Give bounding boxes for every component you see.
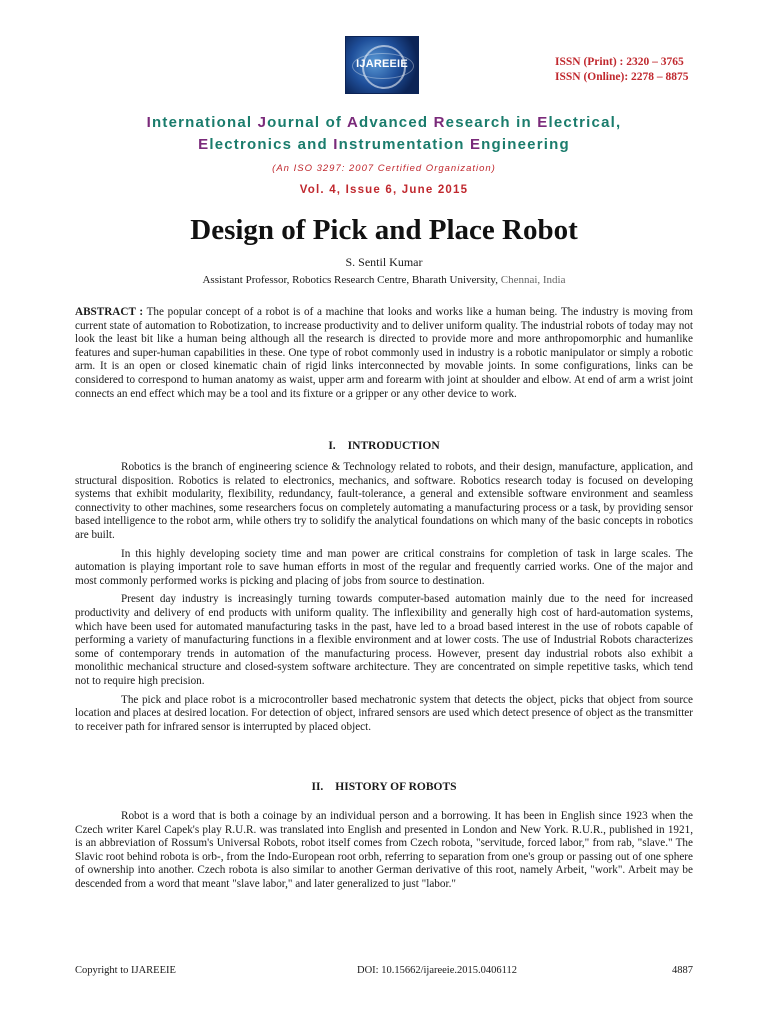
issn-print: ISSN (Print) : 2320 – 3765 bbox=[555, 56, 684, 68]
paragraph: The pick and place robot is a microcontroller based mechatronic system that detects the object, picks that object from source location and places at desired location. For detection of object, infrared sensors are used which detect presence of object as the transmitter to receiver path for infrared sensor is interrupted by placed object. bbox=[75, 693, 693, 733]
paragraph: Present day industry is increasingly turning towards computer-based automation mainly due to the need for increased productivity and delivery of end products with uniform quality. The inflexibility and generally high cost of hard-automation systems, which have been used for automated manufacturing tasks in the past, have led to a broad based interest in the use of robots capable of performing a variety of manufacturing functions in a flexible environment and at lower costs. The use of Industrial Robots characterizes some of contemporary trends in automation of the manufacturing process. However, present day industrial robots also exhibit a monolithic mechanical structure and closed-system software architecture. They are concentrated on simple repetitive tasks, which tend not to require high precision. bbox=[75, 593, 693, 687]
paper-title: Design of Pick and Place Robot bbox=[190, 214, 578, 246]
abstract-text: The popular concept of a robot is of a machine that looks and works like a human being. The industry is moving from current state of automation to Robotization, to increase productivity and to deliver uniform quality. The industrial robots of today may not look the least bit like a human being although all the research is directed to provide more and more anthropomorphic and humanlike features and super-human capabilities in these. One type of robot commonly used in industry is a robotic manipulator or simply a robotic arm. It is an open or closed kinematic chain of rigid links interconnected by movable joints. In some configurations, links can be considered to correspond to human anatomy as waist, upper arm and forearm with joint at shoulder and elbow. At end of arm a wrist joint connects an end effect which may be a tool and its fixture or a gripper or any other device to work. bbox=[75, 306, 693, 400]
journal-name-line-1: International Journal of Advanced Research in Electrical, bbox=[146, 114, 622, 131]
section-heading-history bbox=[0, 781, 768, 793]
affiliation-location: Chennai, India bbox=[497, 274, 566, 286]
section-number: II. bbox=[311, 781, 324, 793]
volume-issue: Vol. 4, Issue 6, June 2015 bbox=[299, 184, 469, 196]
paragraph: In this highly developing society time and man power are critical constrains for completion of task in large scales. The automation is playing important role to save human efforts in most of the regular and frequently carried works. One of the major and most commonly performed works is picking and placing of jobs from source to destination. bbox=[75, 547, 693, 587]
paragraph: Robot is a word that is both a coinage by an individual person and a borrowing. It has been in English since 1923 when the Czech writer Karel Capek's play R.U.R. was translated into English and presented in London and New York. R.U.R., published in 1921, is an abbreviation of Rossum's Universal Robots, robot itself comes from Czech robota, "servitude, forced labor," from rab, "slave." The Slavic root behind robota is orb-, from the Indo-European root orbh, referring to separation from one's group or passing out of one sphere of ownership into another. Czech robota is also similar to another German derivative of this root, namely Arbeit, "work". Arbeit may be descended from a word that meant "slave labor," and later generalized to just "labor." bbox=[75, 810, 693, 890]
abstract-paragraph bbox=[75, 306, 693, 401]
journal-name bbox=[60, 112, 708, 156]
page-number: 4887 bbox=[672, 965, 693, 976]
iso-certification: (An ISO 3297: 2007 Certified Organization) bbox=[272, 163, 496, 174]
history-body bbox=[75, 810, 693, 892]
issn-online: ISSN (Online): 2278 – 8875 bbox=[555, 71, 689, 83]
logo-text: IJAREEIE bbox=[356, 58, 408, 70]
section-number: I. bbox=[328, 440, 336, 452]
abstract-label: ABSTRACT : bbox=[75, 306, 144, 318]
introduction-body bbox=[75, 461, 693, 739]
journal-logo bbox=[345, 36, 419, 94]
author-affiliation bbox=[0, 274, 768, 286]
journal-name-line-2: Electronics and Instrumentation Engineering bbox=[198, 136, 570, 153]
footer-copyright: Copyright to IJAREEIE bbox=[75, 965, 176, 976]
author-name: S. Sentil Kumar bbox=[345, 255, 423, 269]
issn-block bbox=[555, 55, 745, 85]
abstract bbox=[75, 306, 693, 401]
section-title: INTRODUCTION bbox=[347, 440, 440, 452]
section-title: HISTORY OF ROBOTS bbox=[335, 781, 457, 793]
affiliation-text: Assistant Professor, Robotics Research Centre, Bharath University, bbox=[202, 274, 498, 286]
footer-doi: DOI: 10.15662/ijareeie.2015.0406112 bbox=[357, 965, 517, 976]
section-heading-introduction bbox=[0, 440, 768, 452]
paragraph: Robotics is the branch of engineering science & Technology related to robots, and their design, manufacture, application, and structural disposition. Robotics is related to electronics, mechanics, and software. Robotics research today is focused on developing systems that exhibit modularity, flexibility, redundancy, fault-tolerance, a general and extensible software environment and seamless connectivity to other machines, some researchers focus on completely automating a manufacturing process or a task, by providing sensor based intelligence to the robot arm, while others try to solidify the analytical foundations on which many of the basic concepts in robotics are built. bbox=[75, 461, 693, 541]
